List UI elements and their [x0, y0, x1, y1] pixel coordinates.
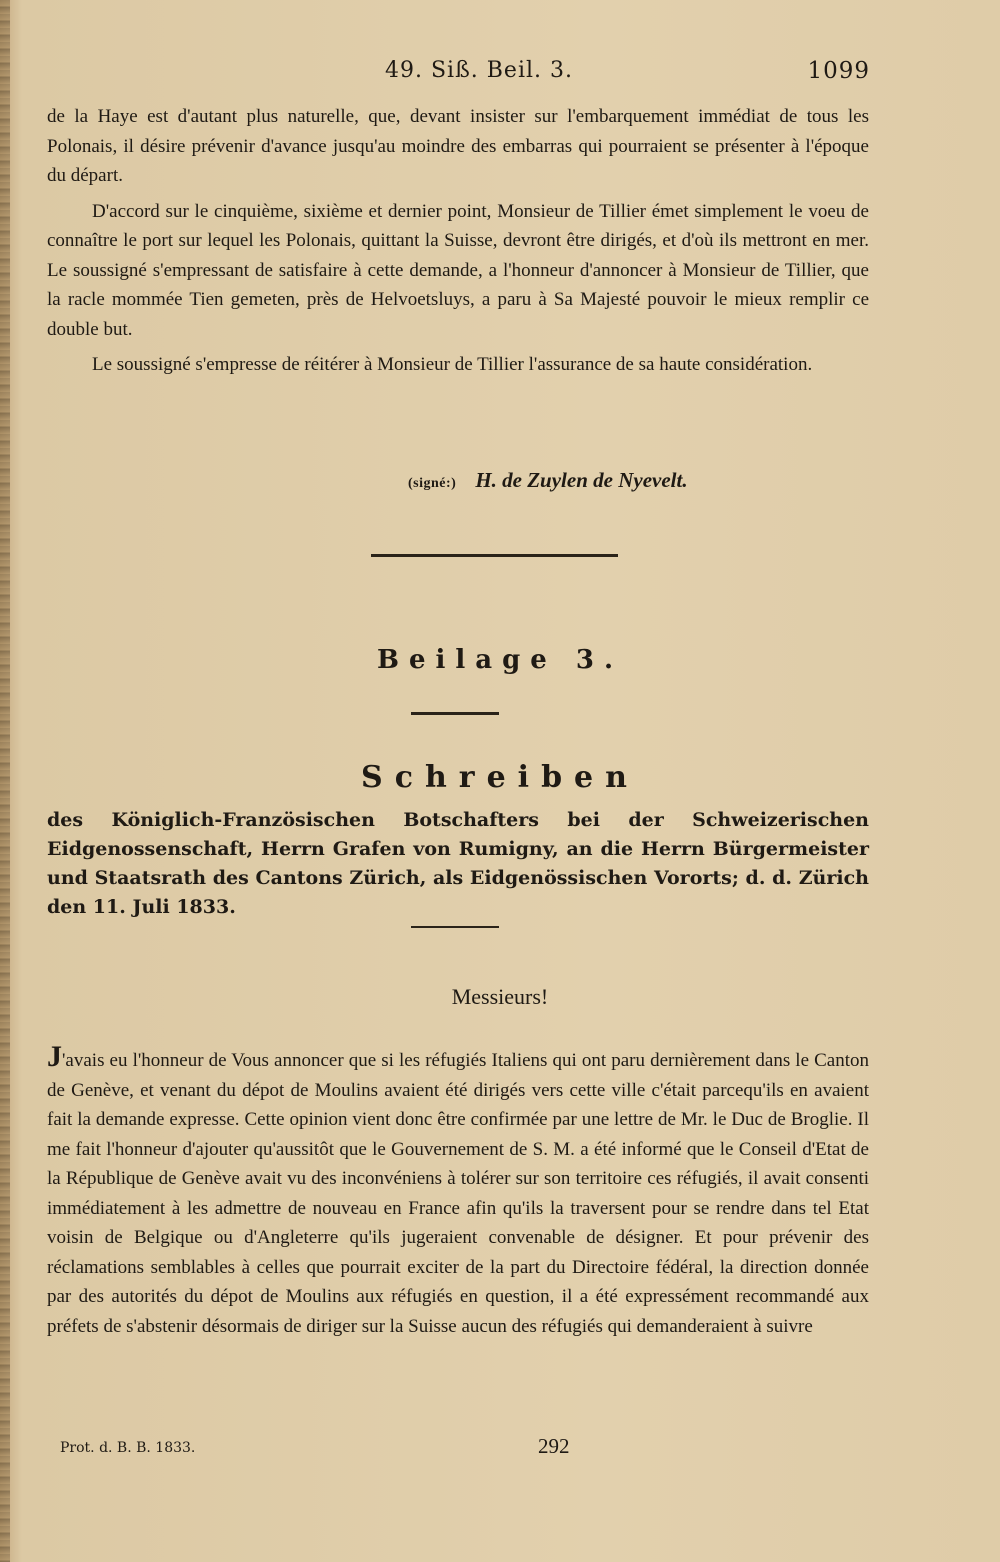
salutation: Messieurs! — [451, 984, 549, 1009]
letter-continuation — [47, 102, 869, 380]
running-header — [385, 58, 870, 88]
paragraph-text: 'avais eu l'honneur de Vous annoncer que si les réfugiés Italiens qui ont paru dernièrement dans le Canton de Genève, et venant du dépot de Moulins avaient été dirigés vers cette ville c'était parcequ'ils en avaient fait la demande expresse. Cette opinion vient donc être confirmée par une lettre de Mr. le Duc de Broglie. Il me fait l'honneur d'ajouter qu'aussitôt que le Gouvernement de S. M. a été informé que le Conseil d'Etat de la République de Genève avait vu des inconvéniens à tolérer sur son territoire ces réfugiés, il avait consenti immédiatement à les admettre de nouveau en France afin qu'ils la traversent pour se rendre dans tel Etat voisin de Belgique ou d'Angleterre qu'ils jugeraient convenable de désigner. Et pour prévenir des réclamations semblables à celles que pourrait exciter de la part du Directoire fédéral, la direction donnée par des autorités du dépot de Moulins aux réfugiés en question, il a été expressément recommandé aux préfets de s'abstenir désormais de diriger sur la Suisse aucun des réfugiés qui demanderaient à suivre — [47, 1050, 869, 1337]
page-number: 1099 — [807, 58, 870, 84]
drop-cap: J — [47, 1040, 62, 1073]
paragraph: Le soussigné s'empresse de réitérer à Monsieur de Tillier l'assurance de sa haute considération. — [92, 354, 813, 375]
sheet-number: 292 — [538, 1434, 570, 1458]
section-reference: 49. Siß. Beil. 3. — [385, 58, 574, 83]
paragraph: de la Haye est d'autant plus naturelle, que, devant insister sur l'embarquement immédiat de tous les Polonais, il désire prévenir d'avance jusqu'au moindre des embarras qui pourraient se présenter à l'époque du départ. — [47, 106, 869, 186]
signature-line — [408, 468, 868, 493]
printer-signature-mark: Prot. d. B. B. 1833. — [60, 1440, 196, 1456]
section-divider — [371, 554, 618, 557]
subtitle-rule — [411, 926, 499, 928]
paragraph: D'accord sur le cinquième, sixième et dernier point, Monsieur de Tillier émet simplement le voeu de connaître le port sur lequel les Polonais, quittant la Suisse, devront être dirigés, et d'où ils mettront en mer. Le soussigné s'empressant de satisfaire à cette demande, a l'honneur d'annoncer à Monsieur de Tillier, que la racle mommée Tien gemeten, près de Helvoetsluys, a paru à Sa Majesté pouvoir le mieux remplir ce double but. — [47, 200, 869, 340]
document-title: Schreiben — [361, 760, 639, 795]
paragraph — [47, 1042, 869, 1341]
title-rule — [411, 712, 499, 715]
signature-label: (signé:) — [408, 476, 457, 491]
signature-name: H. de Zuylen de Nyevelt. — [475, 468, 688, 492]
document-subtitle: des Königlich-Französischen Botschafters bei der Schweizerischen Eidgenossenschaft, Herrn Grafen von Rumigny, an die Herrn Bürgermeister und Staatsrath des Cantons Zürich, als Eidgenössischen Vororts; d. d. Zürich den 11. Juli 1833. — [47, 809, 869, 918]
letter-body — [47, 1042, 869, 1341]
appendix-title: Beilage 3. — [376, 645, 624, 675]
